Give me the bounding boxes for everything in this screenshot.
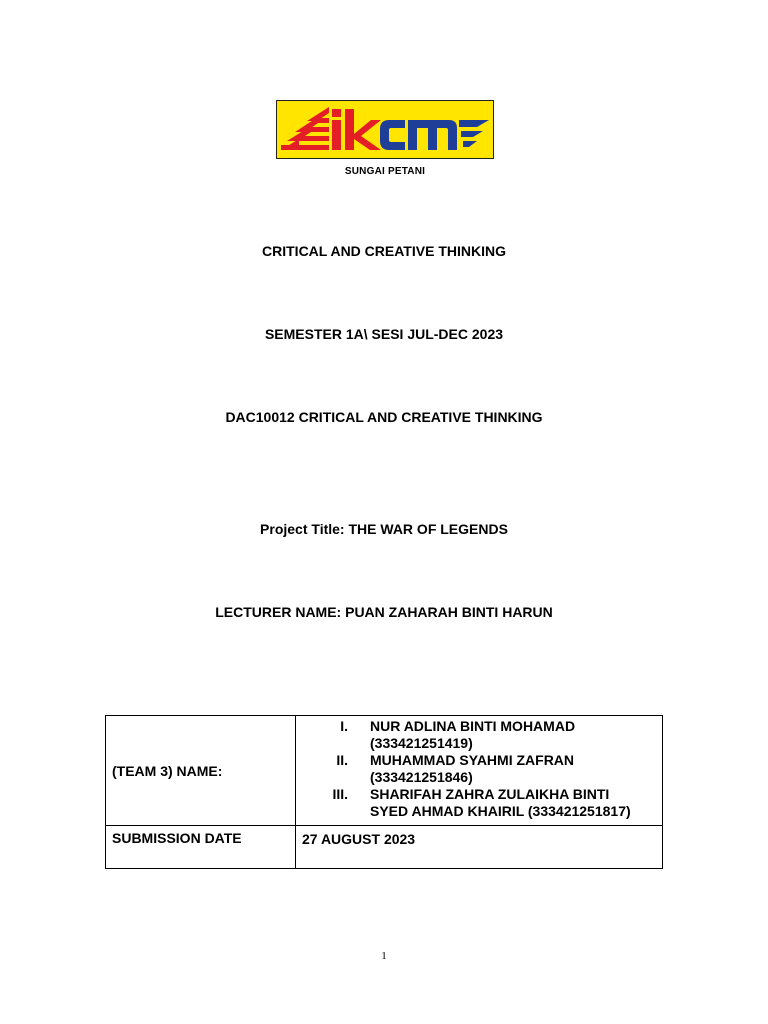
logo-subtitle: SUNGAI PETANI — [344, 166, 426, 177]
project-title-value: THE WAR OF LEGENDS — [348, 521, 508, 537]
member-numeral: III. — [332, 786, 348, 802]
page-number: 1 — [381, 950, 387, 962]
logo-emblem — [276, 100, 494, 159]
team-members-cell — [296, 716, 663, 826]
team-info-table — [105, 715, 663, 869]
project-title — [0, 521, 768, 537]
member-item — [302, 786, 656, 820]
member-id: (333421251419) — [370, 735, 473, 751]
submission-label: SUBMISSION DATE — [106, 826, 296, 869]
member-numeral: II. — [336, 752, 348, 768]
member-item — [302, 752, 656, 786]
member-name: MUHAMMAD SYAHMI ZAFRAN — [370, 752, 575, 768]
team-label: (TEAM 3) NAME: — [106, 716, 296, 826]
member-id: (333421251846) — [370, 769, 473, 785]
institution-logo — [276, 100, 494, 177]
semester-line: SEMESTER 1A\ SESI JUL-DEC 2023 — [264, 326, 504, 342]
project-title-label: Project Title: — [260, 521, 345, 537]
lecturer-name: LECTURER NAME: PUAN ZAHARAH BINTI HARUN — [215, 604, 553, 620]
submission-date: 27 AUGUST 2023 — [296, 826, 663, 869]
member-name: SHARIFAH ZAHRA ZULAIKHA BINTI — [370, 786, 610, 802]
member-name-cont: SYED AHMAD KHAIRIL (333421251817) — [370, 803, 631, 819]
member-numeral: I. — [340, 718, 348, 734]
team-row — [106, 716, 663, 826]
course-title: CRITICAL AND CREATIVE THINKING — [262, 243, 506, 259]
submission-row — [106, 826, 663, 869]
member-item — [302, 718, 656, 752]
course-code-title: DAC10012 CRITICAL AND CREATIVE THINKING — [225, 409, 543, 425]
member-name: NUR ADLINA BINTI MOHAMAD — [370, 718, 576, 734]
